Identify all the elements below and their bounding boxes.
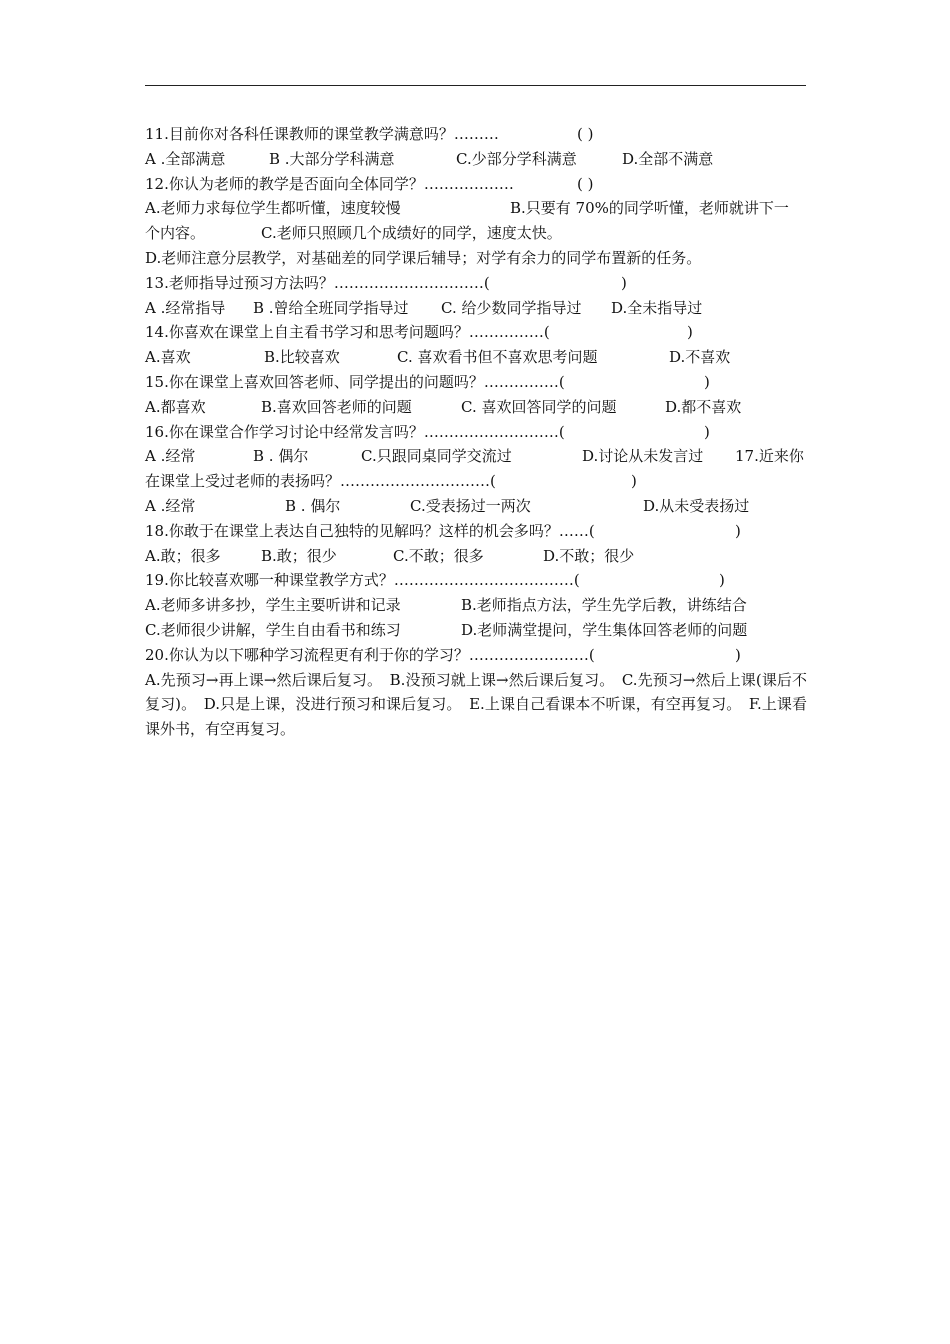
question-17 — [145, 469, 807, 494]
answer-blank: ) — [719, 571, 725, 590]
option-d: D.老师注意分层教学，对基础差的同学课后辅导；对学有余力的同学布置新的任务。 — [145, 248, 702, 267]
options-19-line-1 — [145, 593, 807, 618]
options-11 — [145, 147, 807, 172]
options-18 — [145, 544, 807, 569]
question-19 — [145, 568, 807, 593]
question-13 — [145, 271, 807, 296]
option-a: A.敢；很多 — [145, 546, 221, 565]
option-d: D.讨论从未发言过 — [582, 447, 704, 466]
question-text: 14.你喜欢在课堂上自主看书学习和思考问题吗？……………( — [145, 323, 550, 342]
option-c: C. 给少数同学指导过 — [441, 298, 582, 317]
option-c: C.受表扬过一两次 — [410, 496, 531, 515]
answer-blank: ) — [735, 521, 741, 540]
question-text: 16.你在课堂合作学习讨论中经常发言吗？………………………( — [145, 422, 565, 441]
option-d: D.老师满堂提问，学生集体回答老师的问题 — [461, 620, 748, 639]
option-b: B .曾给全班同学指导过 — [253, 298, 409, 317]
option-a: A.老师力求每位学生都听懂，速度较慢 — [145, 199, 401, 218]
option-d: D.不敢；很少 — [543, 546, 635, 565]
answer-blank: ) — [631, 472, 637, 491]
option-c: C.老师很少讲解，学生自由看书和练习 — [145, 620, 401, 639]
option-a: A .经常 — [145, 447, 196, 466]
options-16 — [145, 444, 807, 469]
question-text: 15.你在课堂上喜欢回答老师、同学提出的问题吗？……………( — [145, 372, 565, 391]
option-c: C. 喜欢回答同学的问题 — [461, 397, 617, 416]
options-12-line-3 — [145, 246, 807, 271]
question-20 — [145, 643, 807, 668]
options-20: A.先预习→再上课→然后课后复习。 B.没预习就上课→然后课后复习。 C.先预习→然后上课(课后不复习)。 D.只是上课，没进行预习和课后复习。 E.上课自己看课本不听课，有空再复习。 F.上课看课外书，有空再复习。 — [145, 670, 807, 739]
question-11 — [145, 122, 807, 147]
options-13 — [145, 296, 807, 321]
option-b: B . 偶尔 — [285, 496, 341, 515]
option-b: B.只要有 70%的同学听懂，老师就讲下一 — [510, 199, 789, 218]
question-17-start: 17.近来你 — [735, 447, 804, 466]
options-19-line-2 — [145, 618, 807, 643]
option-d: D.都不喜欢 — [665, 397, 742, 416]
answer-blank: ( ) — [577, 174, 594, 193]
question-18 — [145, 519, 807, 544]
option-b: B . 偶尔 — [253, 447, 309, 466]
answer-blank: ) — [735, 645, 741, 664]
option-c: C.老师只照顾几个成绩好的同学，速度太快。 — [261, 224, 562, 243]
options-14 — [145, 345, 807, 370]
answer-blank: ) — [621, 273, 627, 292]
options-17 — [145, 494, 807, 519]
answer-blank: ) — [687, 323, 693, 342]
question-text: 13.老师指导过预习方法吗？…………………………( — [145, 273, 490, 292]
options-12-line-2 — [145, 221, 807, 246]
question-12 — [145, 172, 807, 197]
question-text: 20.你认为以下哪种学习流程更有利于你的学习？……………………( — [145, 645, 595, 664]
question-text: 11.目前你对各科任课教师的课堂教学满意吗？……… — [145, 125, 499, 143]
option-d: D.从未受表扬过 — [643, 496, 750, 515]
option-c: C.少部分学科满意 — [456, 149, 577, 168]
option-b: B.比较喜欢 — [264, 348, 340, 367]
option-b: B.敢；很少 — [261, 546, 337, 565]
option-a: A.老师多讲多抄，学生主要听讲和记录 — [145, 596, 401, 615]
option-b: B .大部分学科满意 — [269, 149, 395, 168]
option-d: D.全部不满意 — [622, 149, 714, 168]
question-text: 12.你认为老师的教学是否面向全体同学？……………… — [145, 174, 514, 193]
option-a: A.都喜欢 — [145, 397, 206, 416]
option-a: A.喜欢 — [145, 348, 191, 367]
option-d: D.全未指导过 — [611, 298, 703, 317]
question-16 — [145, 420, 807, 445]
answer-blank: ( ) — [577, 125, 594, 143]
question-text: 在课堂上受过老师的表扬吗？…………………………( — [145, 472, 496, 491]
option-a: A .经常 — [145, 496, 196, 515]
option-a: A .经常指导 — [145, 298, 226, 317]
question-14 — [145, 320, 807, 345]
option-b: B.老师指点方法，学生先学后教，讲练结合 — [461, 596, 747, 615]
question-15 — [145, 370, 807, 395]
options-15 — [145, 395, 807, 420]
question-text: 19.你比较喜欢哪一种课堂教学方式？………………………………( — [145, 571, 580, 590]
option-c: C.不敢；很多 — [393, 546, 484, 565]
option-b: B.喜欢回答老师的问题 — [261, 397, 412, 416]
header-rule — [145, 85, 806, 86]
option-c: C. 喜欢看书但不喜欢思考问题 — [397, 348, 598, 367]
answer-blank: ) — [704, 422, 710, 441]
options-12-line-1 — [145, 196, 807, 221]
option-c: C.只跟同桌同学交流过 — [361, 447, 512, 466]
answer-blank: ) — [704, 372, 710, 391]
question-text: 18.你敢于在课堂上表达自己独特的见解吗？这样的机会多吗？……( — [145, 521, 595, 540]
option-b-continued: 个内容。 — [145, 224, 206, 243]
option-a: A .全部满意 — [145, 149, 226, 168]
option-d: D.不喜欢 — [669, 348, 731, 367]
questionnaire — [145, 122, 807, 742]
